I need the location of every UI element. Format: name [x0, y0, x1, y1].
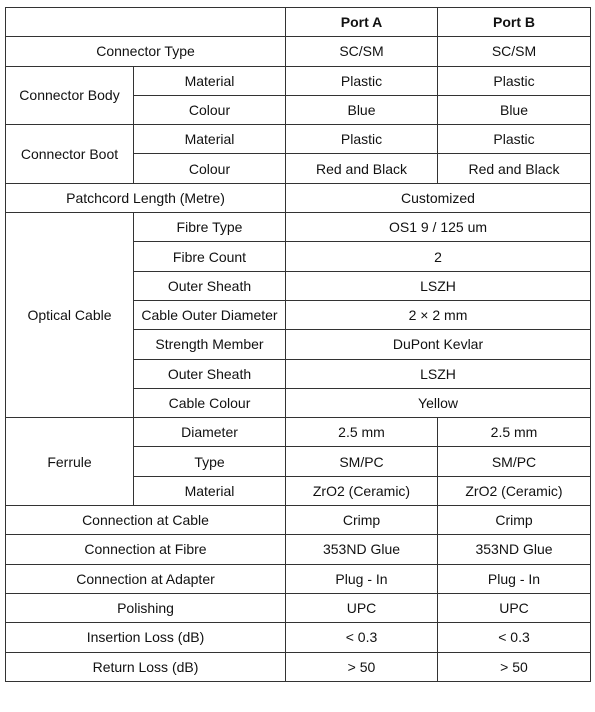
row-label: Cable Outer Diameter [134, 300, 286, 329]
row-label: Colour [134, 154, 286, 183]
table-row [6, 37, 591, 66]
port-a-value: ZrO2 (Ceramic) [286, 476, 438, 505]
row-label: Polishing [6, 593, 286, 622]
port-a-value: Crimp [286, 506, 438, 535]
port-b-value: SC/SM [438, 37, 591, 66]
port-a-value: Plug - In [286, 564, 438, 593]
table-row [6, 125, 591, 154]
shared-value: DuPont Kevlar [286, 330, 591, 359]
shared-value: Customized [286, 183, 591, 212]
table-row [6, 623, 591, 652]
row-label: Material [134, 476, 286, 505]
row-label: Fibre Count [134, 242, 286, 271]
row-label: Strength Member [134, 330, 286, 359]
port-a-value: > 50 [286, 652, 438, 681]
row-label: Outer Sheath [134, 271, 286, 300]
port-b-value: 2.5 mm [438, 418, 591, 447]
port-b-value: < 0.3 [438, 623, 591, 652]
port-a-value: < 0.3 [286, 623, 438, 652]
port-b-value: Plastic [438, 125, 591, 154]
header-blank-cell [6, 8, 286, 37]
shared-value: 2 × 2 mm [286, 300, 591, 329]
port-b-value: SM/PC [438, 447, 591, 476]
row-label: Connection at Adapter [6, 564, 286, 593]
row-label: Material [134, 66, 286, 95]
port-b-value: Plug - In [438, 564, 591, 593]
row-label: Outer Sheath [134, 359, 286, 388]
specification-table [5, 7, 591, 682]
group-label: Optical Cable [6, 213, 134, 418]
table-row [6, 593, 591, 622]
table-row [6, 506, 591, 535]
row-label: Connection at Fibre [6, 535, 286, 564]
row-label: Type [134, 447, 286, 476]
shared-value: 2 [286, 242, 591, 271]
row-label: Connector Type [6, 37, 286, 66]
row-label: Return Loss (dB) [6, 652, 286, 681]
shared-value: Yellow [286, 388, 591, 417]
header-port-a: Port A [286, 8, 438, 37]
row-label: Insertion Loss (dB) [6, 623, 286, 652]
row-label: Colour [134, 95, 286, 124]
group-label: Ferrule [6, 418, 134, 506]
table-row [6, 183, 591, 212]
row-label: Patchcord Length (Metre) [6, 183, 286, 212]
port-b-value: 353ND Glue [438, 535, 591, 564]
table-row [6, 535, 591, 564]
row-label: Material [134, 125, 286, 154]
group-label: Connector Boot [6, 125, 134, 184]
table-row [6, 418, 591, 447]
port-a-value: Plastic [286, 66, 438, 95]
row-label: Fibre Type [134, 213, 286, 242]
header-row [6, 8, 591, 37]
port-b-value: Crimp [438, 506, 591, 535]
shared-value: OS1 9 / 125 um [286, 213, 591, 242]
port-a-value: Red and Black [286, 154, 438, 183]
shared-value: LSZH [286, 271, 591, 300]
table-row [6, 66, 591, 95]
table-row [6, 213, 591, 242]
port-a-value: 353ND Glue [286, 535, 438, 564]
port-b-value: ZrO2 (Ceramic) [438, 476, 591, 505]
port-a-value: SC/SM [286, 37, 438, 66]
table-row [6, 564, 591, 593]
port-a-value: SM/PC [286, 447, 438, 476]
group-label: Connector Body [6, 66, 134, 125]
port-a-value: 2.5 mm [286, 418, 438, 447]
port-b-value: Plastic [438, 66, 591, 95]
port-b-value: UPC [438, 593, 591, 622]
table-row [6, 652, 591, 681]
shared-value: LSZH [286, 359, 591, 388]
port-a-value: Blue [286, 95, 438, 124]
row-label: Cable Colour [134, 388, 286, 417]
port-b-value: Blue [438, 95, 591, 124]
header-port-b: Port B [438, 8, 591, 37]
port-a-value: UPC [286, 593, 438, 622]
port-a-value: Plastic [286, 125, 438, 154]
port-b-value: Red and Black [438, 154, 591, 183]
port-b-value: > 50 [438, 652, 591, 681]
row-label: Connection at Cable [6, 506, 286, 535]
row-label: Diameter [134, 418, 286, 447]
